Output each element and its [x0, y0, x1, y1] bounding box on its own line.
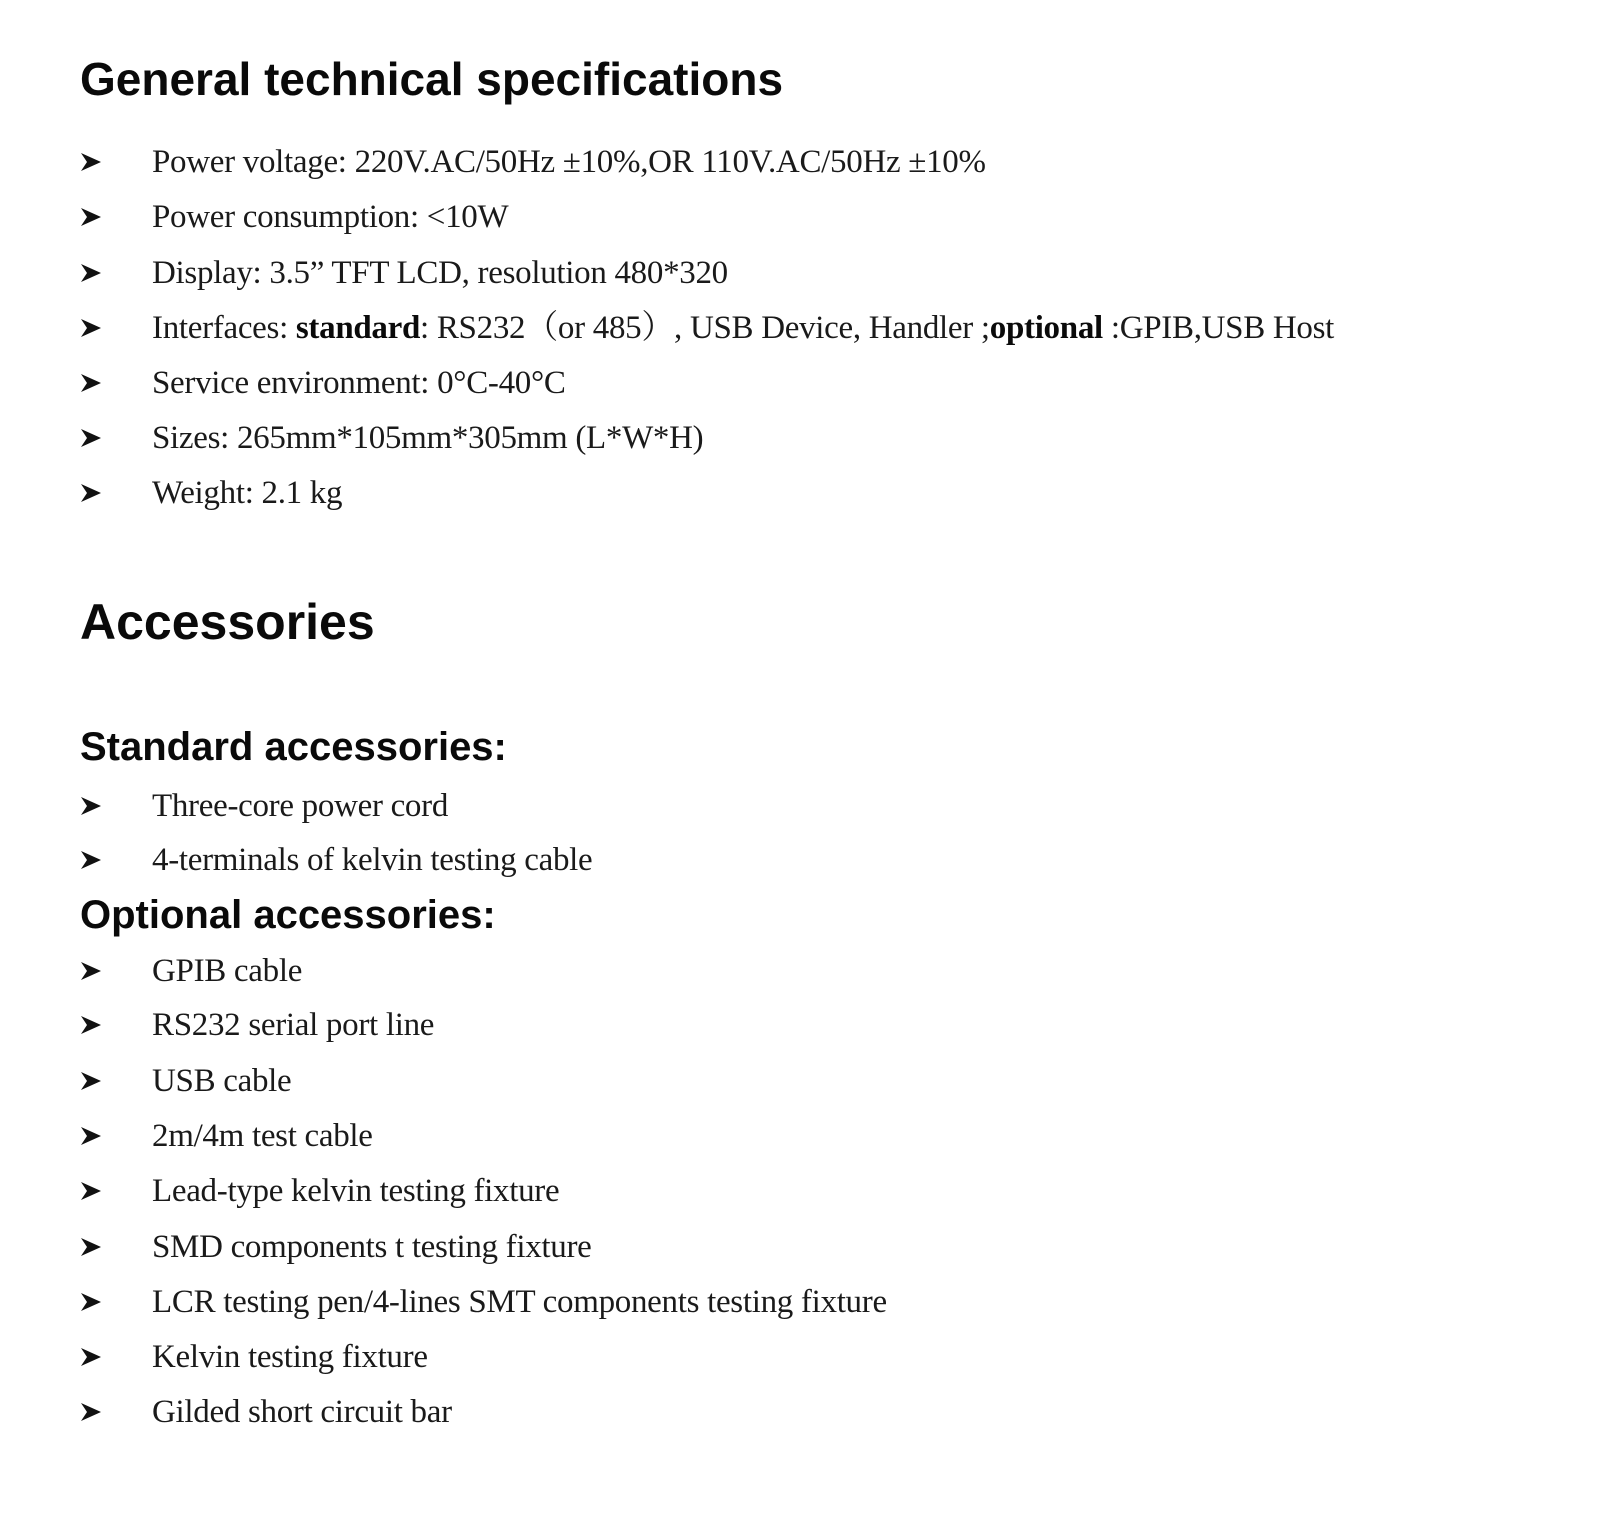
list-item-label: Lead-type kelvin testing fixture: [152, 1173, 560, 1209]
arrowhead-bullet-icon: [80, 207, 102, 227]
list-item-label: Three-core power cord: [152, 788, 449, 824]
arrowhead-bullet-icon: [80, 850, 102, 870]
list-item-label: USB cable: [152, 1063, 292, 1099]
list-item-label: SMD components t testing fixture: [152, 1229, 592, 1265]
arrowhead-bullet-icon: [80, 1181, 102, 1201]
interfaces-optional-value: :GPIB,USB Host: [1102, 310, 1335, 346]
arrowhead-bullet-icon: [80, 318, 102, 338]
list-item-label: Kelvin testing fixture: [152, 1339, 428, 1375]
arrowhead-bullet-icon: [80, 796, 102, 816]
subsection-title-standard-accessories: Standard accessories:: [80, 725, 507, 769]
list-item-label: Weight: 2.1 kg: [152, 475, 343, 511]
list-item-label: GPIB cable: [152, 953, 303, 989]
interfaces-standard-label: standard: [295, 310, 421, 346]
list-item-label: [152, 310, 1334, 346]
arrowhead-bullet-icon: [80, 152, 102, 172]
arrowhead-bullet-icon: [80, 263, 102, 283]
list-item-label: Gilded short circuit bar: [152, 1394, 452, 1430]
list-item-label: 4-terminals of kelvin testing cable: [152, 842, 593, 878]
section-title-accessories: Accessories: [80, 594, 375, 650]
list-item-label: Service environment: 0°C-40°C: [152, 365, 566, 401]
arrowhead-bullet-icon: [80, 373, 102, 393]
subsection-title-optional-accessories: Optional accessories:: [80, 893, 496, 937]
section-title-general-specs: General technical specifications: [80, 53, 784, 105]
arrowhead-bullet-icon: [80, 428, 102, 448]
arrowhead-bullet-icon: [80, 1015, 102, 1035]
arrowhead-bullet-icon: [80, 1402, 102, 1422]
arrowhead-bullet-icon: [80, 1071, 102, 1091]
list-item-label: LCR testing pen/4-lines SMT components testing fixture: [152, 1284, 887, 1320]
list-item-label: Sizes: 265mm*105mm*305mm (L*W*H): [152, 420, 704, 456]
arrowhead-bullet-icon: [80, 1347, 102, 1367]
arrowhead-bullet-icon: [80, 1292, 102, 1312]
list-item-label: 2m/4m test cable: [152, 1118, 373, 1154]
arrowhead-bullet-icon: [80, 483, 102, 503]
list-item-label: RS232 serial port line: [152, 1007, 435, 1043]
arrowhead-bullet-icon: [80, 1237, 102, 1257]
interfaces-standard-value: : RS232（or 485）, USB Device, Handler ;: [420, 310, 990, 346]
interfaces-prefix: Interfaces:: [152, 310, 296, 346]
arrowhead-bullet-icon: [80, 1126, 102, 1146]
arrowhead-bullet-icon: [80, 961, 102, 981]
list-item-label: Power voltage: 220V.AC/50Hz ±10%,OR 110V.AC/50Hz ±10%: [152, 144, 986, 180]
list-item-label: Power consumption: <10W: [152, 199, 509, 235]
list-item-label: Display: 3.5” TFT LCD, resolution 480*320: [152, 255, 728, 291]
interfaces-optional-label: optional: [989, 310, 1103, 346]
